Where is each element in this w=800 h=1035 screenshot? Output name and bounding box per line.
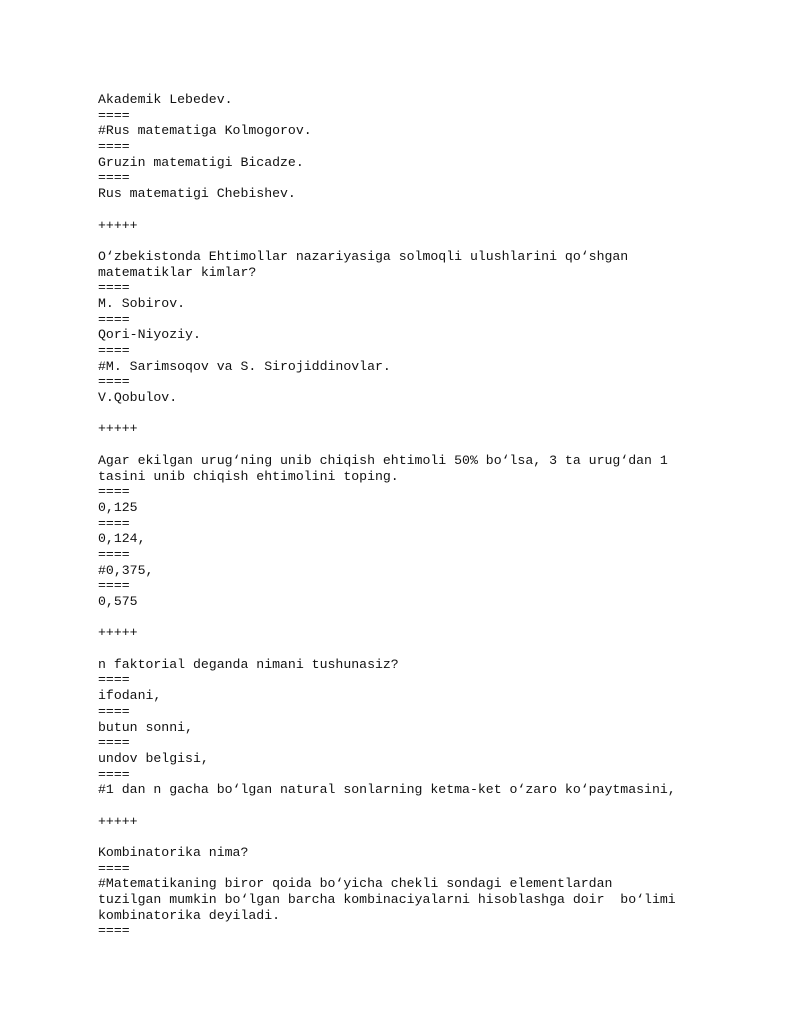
answer-option: butun sonni, [98,719,193,735]
blank-line [98,829,738,845]
blank-line [98,798,738,814]
correct-answer-option: #0,375, [98,562,154,578]
blank-line [98,610,738,626]
separator-line: ==== [98,735,130,751]
question-divider: +++++ [98,217,138,233]
blank-line [98,202,738,218]
correct-answer-option: #1 dan n gacha bo‘lgan natural sonlarning ketma-ket o‘zaro ko‘paytmasini, [98,782,676,798]
answer-option: Qori-Niyoziy. [98,327,201,343]
separator-line: ==== [98,672,130,688]
question-divider: +++++ [98,421,138,437]
answer-option: undov belgisi, [98,750,209,766]
separator-line: ==== [98,484,130,500]
separator-line: ==== [98,860,130,876]
question-text: n faktorial deganda nimani tushunasiz? [98,656,399,672]
blank-line [98,437,738,453]
question-text: matematiklar kimlar? [98,264,257,280]
separator-line: ==== [98,139,130,155]
question-text: O‘zbekistonda Ehtimollar nazariyasiga solmoqli ulushlarini qo‘shgan [98,248,629,264]
answer-option: M. Sobirov. [98,295,186,311]
blank-line [98,233,738,249]
answer-option: 0,575 [98,594,138,609]
question-text: Kombinatorika nima? [98,845,249,860]
answer-option: 0,124, [98,531,146,547]
separator-line: ==== [98,374,130,390]
question-text: tasini unib chiqish ehtimolini toping. [98,468,399,484]
separator-line: ==== [98,170,130,186]
correct-answer-option: tuzilgan mumkin bo‘lgan barcha kombinaciyalarni hisoblashga doir bo‘limi [98,892,676,908]
question-divider: +++++ [98,813,138,829]
separator-line: ==== [98,515,130,531]
text-line: #Rus matematiga Kolmogorov. [98,123,312,139]
answer-option: V.Qobulov. [98,390,178,406]
question-divider: +++++ [98,625,138,641]
correct-answer-option: #Matematikaning biror qoida bo‘yicha chekli sondagi elementlardan [98,876,613,892]
separator-line: ==== [98,107,130,123]
separator-line: ==== [98,546,130,562]
answer-option: 0,125 [98,499,138,515]
question-text: Agar ekilgan urug‘ning unib chiqish ehtimoli 50% bo‘lsa, 3 ta urug‘dan 1 [98,452,668,468]
text-line: Akademik Lebedev. [98,92,233,107]
blank-line [98,641,738,657]
separator-line: ==== [98,923,130,939]
separator-line: ==== [98,578,130,594]
separator-line: ==== [98,343,130,358]
separator-line: ==== [98,280,130,296]
separator-line: ==== [98,703,130,719]
blank-line [98,406,738,422]
separator-line: ==== [98,311,130,327]
text-line: Gruzin matematigi Bicadze. [98,154,304,170]
text-line: Rus matematigi Chebishev. [98,186,296,202]
correct-answer-option: kombinatorika deyiladi. [98,907,281,923]
correct-answer-option: #M. Sarimsoqov va S. Sirojiddinovlar. [98,358,391,374]
separator-line: ==== [98,766,130,782]
answer-option: ifodani, [98,688,162,704]
document-body [98,92,738,939]
